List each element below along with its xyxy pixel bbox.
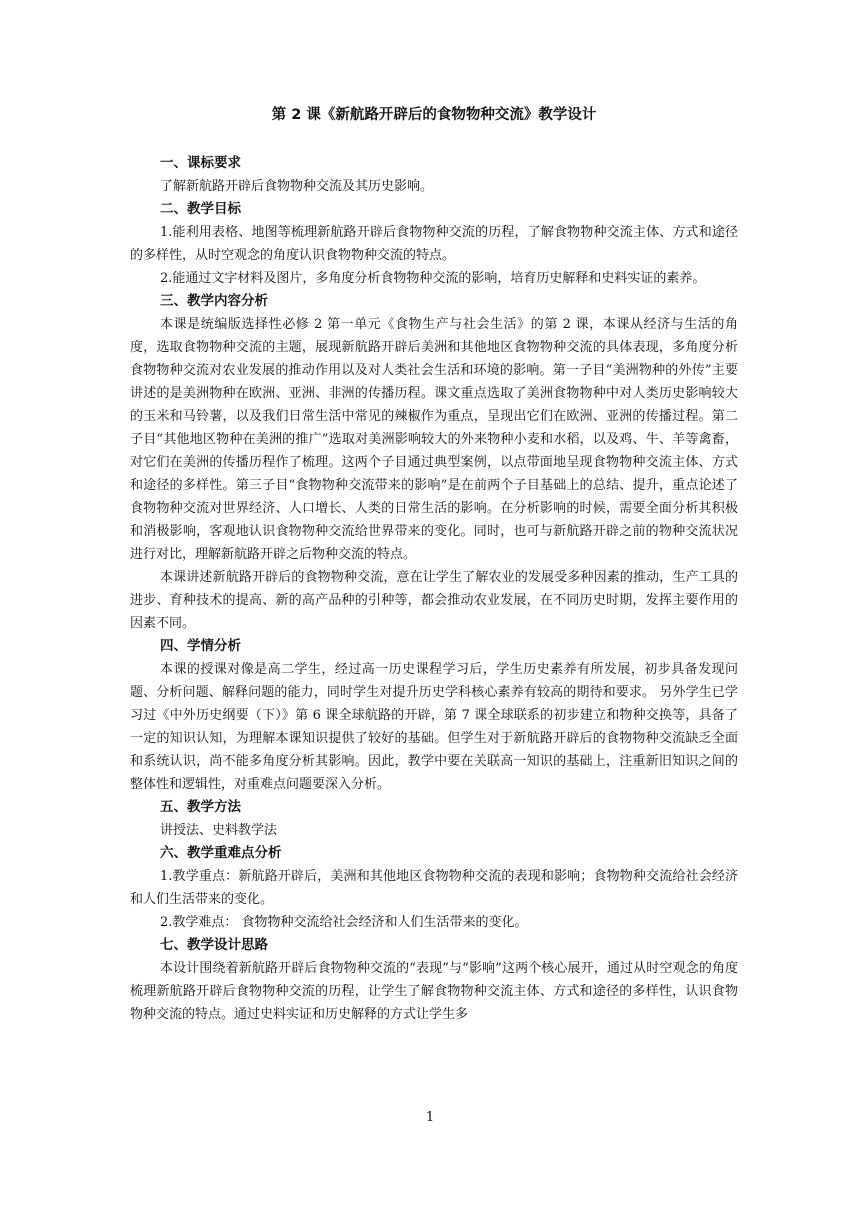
paragraph: 1.教学重点：新航路开辟后，美洲和其他地区食物物种交流的表现和影响；食物物种交流给社会经济和人们生活带来的变化。	[130, 869, 738, 907]
section-heading: 六、教学重难点分析	[160, 845, 282, 861]
page-number: 1	[425, 1110, 435, 1125]
paragraph: 2.能通过文字材料及图片，多角度分析食物物种交流的影响，培育历史解释和史料实证的素养。	[160, 271, 706, 286]
section-heading: 七、教学设计思路	[160, 937, 268, 953]
paragraph: 讲授法、史料教学法	[160, 823, 278, 838]
paragraph: 本课是统编版选择性必修 2 第一单元《食物生产与社会生活》的第 2 课，本课从经济与生活的角度，选取食物物种交流的主题，展现新航路开辟后美洲和其他地区食物物种交流的具体表现，多角度分析食物物种交流对农业发展的推动作用以及对人类社会生活和环境的影响。第一子目“美洲物种的外传”主要讲述的是美洲物种在欧洲、亚洲、非洲的传播历程。课文重点选取了美洲食物物种中对人类历史影响较大的玉米和马铃薯，以及我们日常生活中常见的辣椒作为重点，呈现出它们在欧洲、亚洲的传播过程。第二子目“其他地区物种在美洲的推广”选取对美洲影响较大的外来物种小麦和水稻，以及鸡、牛、羊等禽畜，对它们在美洲的传播历程作了梳理。这两个子目通过典型案例，以点带面地呈现食物物种交流主体、方式和途径的多样性。第三子目“食物物种交流带来的影响”是在前两个子目基础上的总结、提升，重点论述了食物物种交流对世界经济、人口增长、人类的日常生活的影响。在分析影响的时候，需要全面分析其积极和消极影响，客观地认识食物物种交流给世界带来的变化。同时，也可与新航路开辟之前的物种交流状况进行对比，理解新航路开辟之后物种交流的特点。	[130, 317, 738, 562]
section-heading: 三、教学内容分析	[160, 293, 268, 309]
paragraph: 本课的授课对像是高二学生，经过高一历史课程学习后，学生历史素养有所发展，初步具备发现问题、分析问题、解释问题的能力，同时学生对提升历史学科核心素养有较高的期待和要求。 另外学生已学习过《中外历史纲要（下）》第 6 课全球航路的开辟，第 7 课全球联系的初步建立和物种交换等，具备了一定的知识认知，为理解本课知识提供了较好的基础。但学生对于新航路开辟后的食物物种交流缺乏全面和系统认识，尚不能多角度分析其影响。因此，教学中要在关联高一知识的基础上，注重新旧知识之间的整体性和逻辑性，对重难点问题要深入分析。	[130, 662, 738, 792]
paragraph: 了解新航路开辟后食物物种交流及其历史影响。	[160, 179, 434, 194]
document-title: 第 2 课《新航路开辟后的食物物种交流》教学设计	[271, 107, 597, 123]
section-heading: 五、教学方法	[160, 799, 241, 815]
paragraph: 本课讲述新航路开辟后的食物物种交流，意在让学生了解农业的发展受多种因素的推动，生产工具的进步、育种技术的提高、新的高产品种的引种等，都会推动农业发展，在不同历史时期，发挥主要作用的因素不同。	[130, 570, 738, 631]
document-body	[130, 104, 738, 1026]
section-heading: 二、教学目标	[160, 201, 241, 217]
section-heading: 四、学情分析	[160, 638, 241, 654]
paragraph: 2.教学难点： 食物物种交流给社会经济和人们生活带来的变化。	[160, 915, 528, 930]
section-heading: 一、课标要求	[160, 155, 241, 171]
paragraph: 1.能利用表格、地图等梳理新航路开辟后食物物种交流的历程，了解食物物种交流主体、方式和途径的多样性，从时空观念的角度认识食物物种交流的特点。	[130, 225, 738, 263]
paragraph: 本设计围绕着新航路开辟后食物物种交流的“表现”与“影响”这两个核心展开，通过从时空观念的角度梳理新航路开辟后食物物种交流的历程，让学生了解食物物种交流主体、方式和途径的多样性，认识食物物种交流的特点。通过史料实证和历史解释的方式让学生多	[130, 961, 738, 1022]
